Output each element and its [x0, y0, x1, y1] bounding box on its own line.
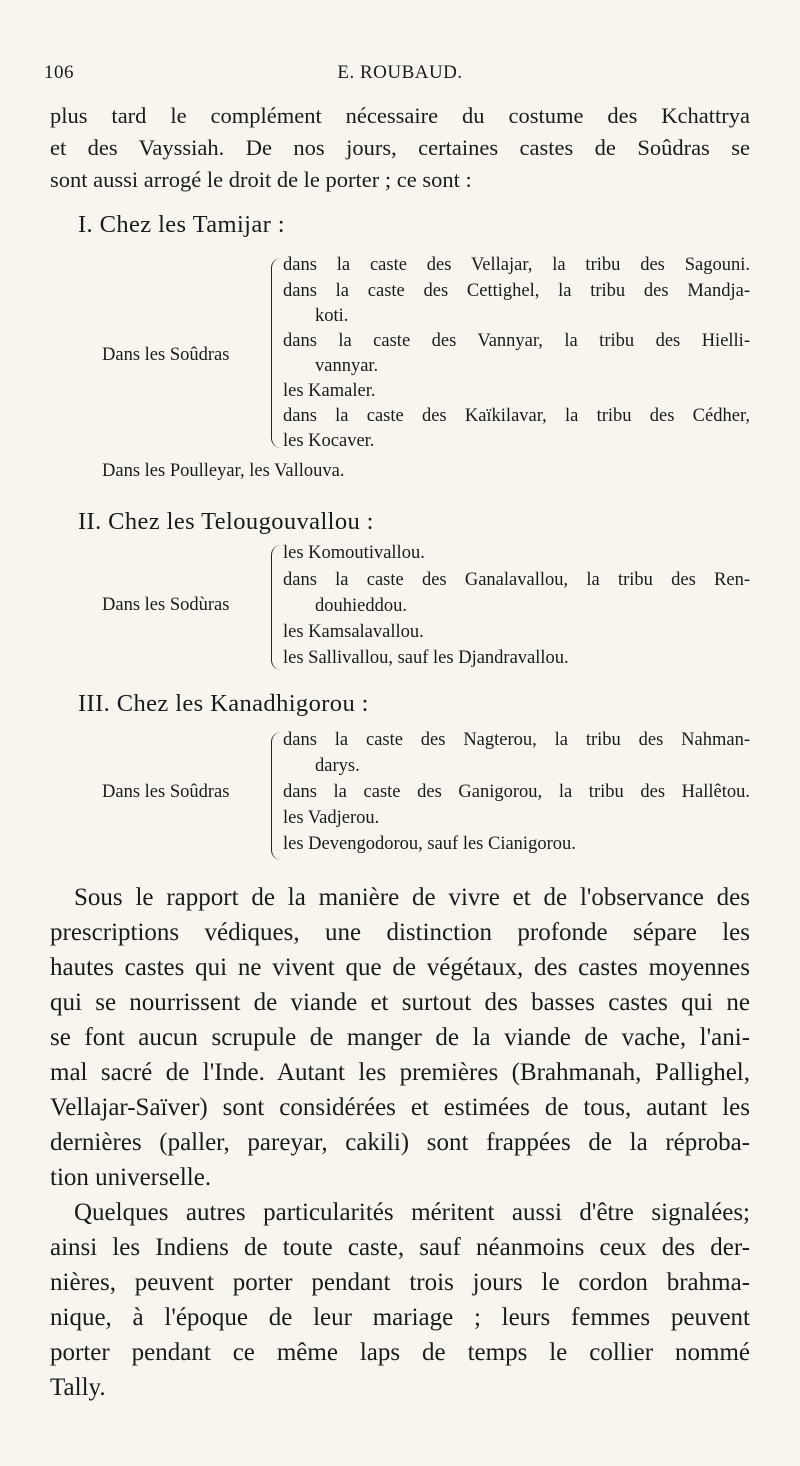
paragraph-line: nières, peuvent porter pendant trois jours le cordon brahma- — [50, 1269, 750, 1296]
paragraph-line: prescriptions védiques, une distinction profonde sépare les — [50, 919, 750, 946]
extra-line-1: Dans les Poulleyar, les Vallouva. — [102, 461, 345, 481]
brace-3 — [271, 732, 281, 860]
list-item: les Kocaver. — [283, 431, 375, 451]
list-item: les Vadjerou. — [283, 808, 380, 828]
paragraph-line: porter pendant ce même laps de temps le collier nommé — [50, 1339, 750, 1366]
list-item: les Komoutivallou. — [283, 543, 425, 563]
paragraph-line: nique, à l'époque de leur mariage ; leurs femmes peuvent — [50, 1304, 750, 1331]
list-item: dans la caste des Vannyar, la tribu des Hielli- — [283, 331, 750, 351]
section-heading-1: I. Chez les Tamijar : — [78, 211, 285, 238]
list-item: dans la caste des Vellajar, la tribu des Sagouni. — [283, 255, 750, 275]
list-item: douhieddou. — [315, 596, 407, 616]
list-item: dans la caste des Kaïkilavar, la tribu des Cédher, — [283, 406, 750, 426]
intro-line: plus tard le complément nécessaire du costume des Kchattrya — [50, 103, 750, 128]
paragraph-line: Quelques autres particularités méritent aussi d'être signalées; — [74, 1199, 750, 1226]
paragraph-line: qui se nourrissent de viande et surtout des basses castes qui ne — [50, 989, 750, 1016]
page-number: 106 — [44, 62, 74, 83]
paragraph-line: hautes castes qui ne vivent que de végétaux, des castes moyennes — [50, 954, 750, 981]
brace-2 — [271, 545, 281, 670]
list-item: les Kamsalavallou. — [283, 622, 424, 642]
paragraph-line: se font aucun scrupule de manger de la viande de vache, l'ani- — [50, 1024, 750, 1051]
list-item: dans la caste des Ganigorou, la tribu des Hallêtou. — [283, 782, 750, 802]
page-header — [44, 62, 756, 86]
paragraph-line: tion universelle. — [50, 1164, 212, 1191]
section-heading-3: III. Chez les Kanadhigorou : — [78, 690, 369, 717]
list-item: dans la caste des Ganalavallou, la tribu des Ren- — [283, 570, 750, 590]
paragraph-line: ainsi les Indiens de toute caste, sauf néanmoins ceux des der- — [50, 1234, 750, 1261]
intro-line: et des Vayssiah. De nos jours, certaines castes de Soûdras se — [50, 135, 750, 160]
paragraph-line: Sous le rapport de la manière de vivre et de l'observance des — [74, 884, 750, 911]
group-label-1: Dans les Soûdras — [102, 345, 230, 365]
brace-1 — [271, 258, 281, 448]
list-item: les Sallivallou, sauf les Djandravallou. — [283, 648, 569, 668]
list-item: darys. — [315, 756, 360, 776]
section-heading-2: II. Chez les Telougouvallou : — [78, 508, 374, 535]
list-item: koti. — [315, 306, 349, 326]
list-item: les Kamaler. — [283, 381, 376, 401]
list-item: les Devengodorou, sauf les Cianigorou. — [283, 834, 576, 854]
paragraph-line: Tally. — [50, 1374, 106, 1401]
intro-line: sont aussi arrogé le droit de le porter ; ce sont : — [50, 167, 472, 192]
paragraph-line: Vellajar-Saïver) sont considérées et estimées de tous, autant les — [50, 1094, 750, 1121]
group-label-2: Dans les Sodùras — [102, 595, 230, 615]
list-item: dans la caste des Nagterou, la tribu des Nahman- — [283, 730, 750, 750]
list-item: vannyar. — [315, 356, 379, 376]
running-title: E. ROUBAUD. — [337, 62, 463, 83]
group-label-3: Dans les Soûdras — [102, 782, 230, 802]
paragraph-line: dernières (paller, pareyar, cakili) sont frappées de la réproba- — [50, 1129, 750, 1156]
list-item: dans la caste des Cettighel, la tribu des Mandja- — [283, 281, 750, 301]
paragraph-line: mal sacré de l'Inde. Autant les premières (Brahmanah, Pallighel, — [50, 1059, 750, 1086]
